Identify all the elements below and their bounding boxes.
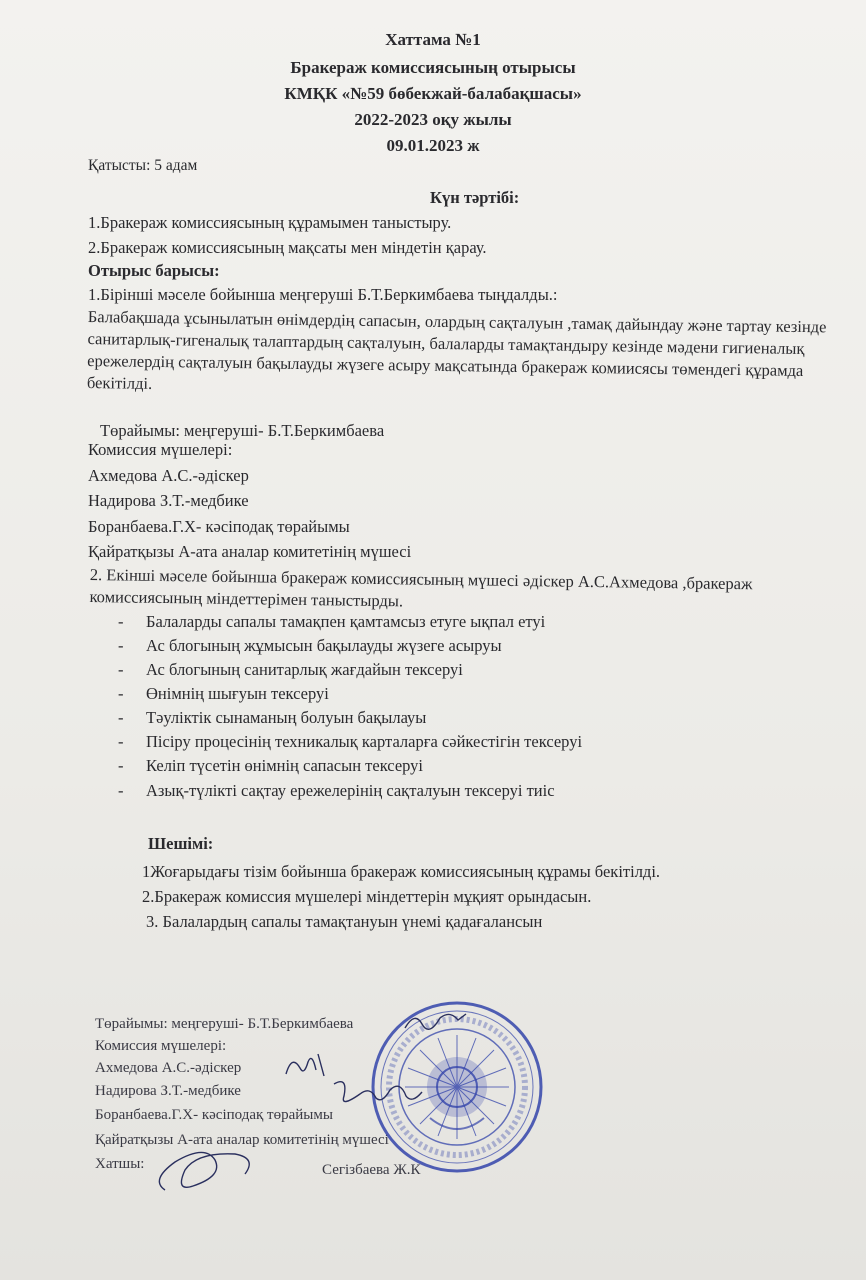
organization-name: КМҚК «№59 бөбекжай-балабақшасы» <box>284 84 582 103</box>
duty-item: Азық-түлікті сақтау ережелерінің сақталуын тексеруі тиіс <box>146 781 555 800</box>
duty-item: Тәуліктік сынаманың болуын бақылауы <box>146 708 427 727</box>
list-bullet: - <box>118 708 124 727</box>
list-bullet: - <box>118 732 124 751</box>
signature-member: Ахмедова А.С.-әдіскер <box>95 1060 242 1076</box>
agenda-title: Күн тәртібі: <box>430 188 520 207</box>
agenda-item: 2.Бракераж комиссиясының мақсаты мен міндетін қарау. <box>88 238 487 257</box>
item1-text: Балабақшада ұсынылатын өнімдердің сапасын, олардың сақталуын ,тамақ дайындау және тартау кезінде санитарлық-гигеналық талаптардың сақталуын, балаларды тамақтандыру кезінде мәдени гигиеналық ережелердің сақталуын бақылауды жүзеге асыру мақсатында бракераж комиисясы төмендегі құрамда бекітілді. <box>86 306 827 393</box>
secretary-signature-icon <box>145 1140 265 1202</box>
list-bullet: - <box>118 756 124 775</box>
signature-member: Қайратқызы А-ата аналар комитетінің мүшесі <box>95 1132 389 1148</box>
attendance: Қатысты: 5 адам <box>88 157 198 174</box>
secretary-name: Сегізбаева Ж.К <box>322 1162 421 1178</box>
document-subtitle: Бракераж комиссиясының отырысы <box>290 58 576 77</box>
list-bullet: - <box>118 612 124 631</box>
list-bullet: - <box>118 781 124 800</box>
list-bullet: - <box>118 660 124 679</box>
signature-member: Боранбаева.Г.Х- кәсіподақ төрайымы <box>95 1107 333 1123</box>
member-entry: Боранбаева.Г.Х- кәсіподақ төрайымы <box>88 517 350 536</box>
decision-item: 3. Балалардың сапалы тамақтануын үнемі қадағалансын <box>146 912 543 931</box>
agenda-item: 1.Бракераж комиссиясының құрамымен таныстыру. <box>88 213 452 232</box>
signature-member: Надирова З.Т.-медбике <box>95 1083 241 1099</box>
document-title: Хаттама №1 <box>385 30 481 49</box>
signature-members-title: Комиссия мүшелері: <box>95 1038 227 1054</box>
member-entry: Ахмедова А.С.-әдіскер <box>88 466 249 485</box>
chair-signature-icon <box>400 1006 470 1036</box>
item2-text: 2. Екінші мәселе бойынша бракераж комиссиясының мүшесі әдіскер А.С.Ахмедова ,бракераж комиссиясының міндеттерімен таныстырды. <box>89 564 753 611</box>
item1-intro: 1.Бірінші мәселе бойынша меңгеруші Б.Т.Беркимбаева тыңдалды.: <box>88 285 558 304</box>
duty-item: Пісіру процесінің техникалық карталарға сәйкестігін тексеруі <box>146 732 583 751</box>
proceedings-title: Отырыс барысы: <box>88 261 220 280</box>
methodist-signature-icon <box>282 1048 332 1080</box>
member-entry: Надирова З.Т.-медбике <box>88 491 249 510</box>
duty-item: Өнімнің шығуын тексеруі <box>146 684 329 703</box>
decision-item: 1Жоғарыдағы тізім бойынша бракераж комиссиясының құрамы бекітілді. <box>142 862 661 881</box>
duty-item: Балаларды сапалы тамақпен қамтамсыз етуге ықпал етуі <box>146 612 546 631</box>
list-bullet: - <box>118 684 124 703</box>
duty-item: Ас блогының санитарлық жағдайын тексеруі <box>146 660 463 679</box>
list-bullet: - <box>118 636 124 655</box>
member-entry: Қайратқызы А-ата аналар комитетінің мүшесі <box>88 542 412 561</box>
decision-item: 2.Бракераж комиссия мүшелері міндеттерін мұқият орындасын. <box>142 887 592 906</box>
academic-year: 2022-2023 оқу жылы <box>354 110 512 129</box>
commission-chair: Төрайымы: меңгеруші- Б.Т.Беркимбаева <box>100 421 385 440</box>
members-title: Комиссия мүшелері: <box>88 440 233 459</box>
signature-chair: Төрайымы: меңгеруші- Б.Т.Беркимбаева <box>95 1016 354 1032</box>
duty-item: Келіп түсетін өнімнің сапасын тексеруі <box>146 756 424 775</box>
document-date: 09.01.2023 ж <box>386 136 480 155</box>
duty-item: Ас блогының жұмысын бақылауды жүзеге асыруы <box>146 636 502 655</box>
secretary-label: Хатшы: <box>95 1156 145 1172</box>
nurse-signature-icon <box>330 1074 425 1114</box>
decision-title: Шешімі: <box>148 834 214 853</box>
